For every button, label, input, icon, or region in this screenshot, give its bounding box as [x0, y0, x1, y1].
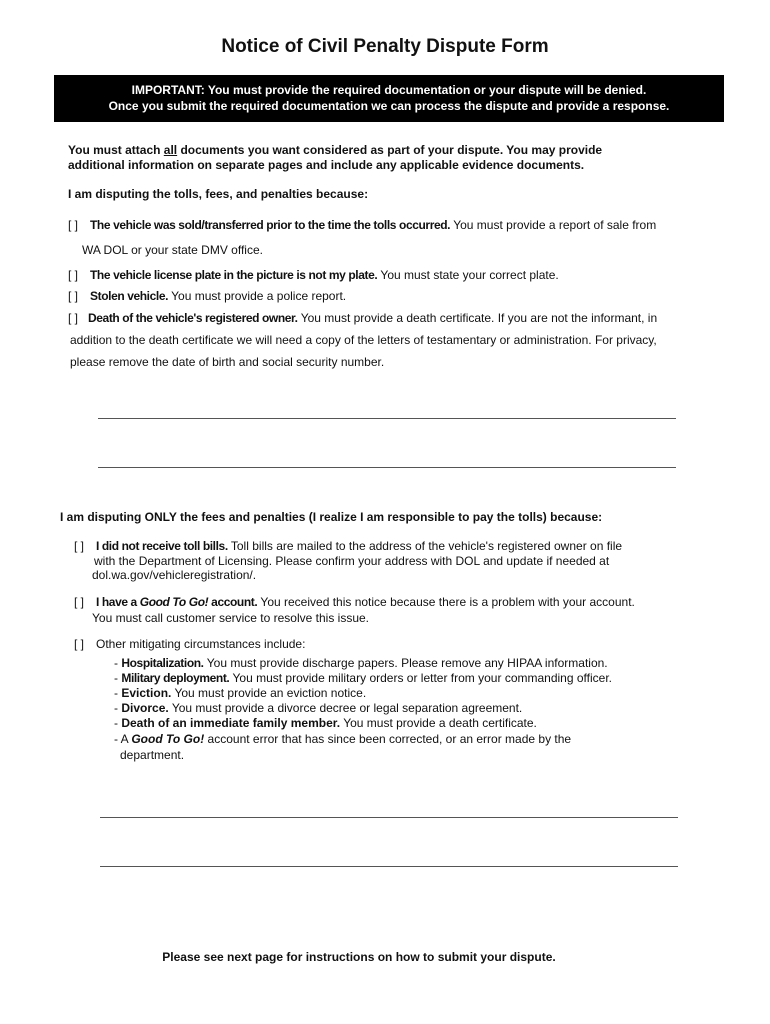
sub-eviction: - Eviction. You must provide an eviction notice.: [114, 686, 367, 700]
item-owner-death-cont-1: addition to the death certificate we will need a copy of the letters of testamentary or administration. For privacy,: [70, 333, 657, 347]
item-good-to-go-account-cont: You must call customer service to resolve this issue.: [92, 611, 370, 625]
footer-note: Please see next page for instructions on how to submit your dispute.: [162, 950, 556, 964]
page-title: Notice of Civil Penalty Dispute Form: [221, 36, 549, 57]
intro-line-1: You must attach all documents you want considered as part of your dispute. You may provide: [68, 143, 603, 157]
item-no-toll-bills: I did not receive toll bills. Toll bills are mailed to the address of the vehicle's registered owner on file: [96, 539, 623, 553]
item-sold-vehicle: The vehicle was sold/transferred prior to the time the tolls occurred. You must provide a report of sale from: [90, 218, 657, 232]
checkbox-good-to-go-account[interactable]: [ ]: [74, 595, 85, 609]
item-no-toll-bills-cont-1: with the Department of Licensing. Please confirm your address with DOL and update if needed at: [94, 554, 610, 568]
sub-account-error: - A Good To Go! account error that has since been corrected, or an error made by the: [114, 732, 572, 746]
banner-line-1: IMPORTANT: You must provide the required documentation or your dispute will be denied.: [131, 83, 647, 97]
section2-heading: I am disputing ONLY the fees and penalties (I realize I am responsible to pay the tolls) because:: [60, 510, 603, 524]
item-no-toll-bills-cont-2: dol.wa.gov/vehicleregistration/.: [92, 568, 257, 582]
checkbox-stolen-vehicle[interactable]: [ ]: [68, 289, 79, 303]
item-not-my-plate: The vehicle license plate in the picture is not my plate. You must state your correct plate.: [90, 268, 559, 282]
sub-family-death: - Death of an immediate family member. You must provide a death certificate.: [114, 716, 537, 730]
checkbox-no-toll-bills[interactable]: [ ]: [74, 539, 85, 553]
checkbox-not-my-plate[interactable]: [ ]: [68, 268, 79, 282]
answer-line-1[interactable]: [98, 418, 676, 419]
item-owner-death-cont-2: please remove the date of birth and social security number.: [70, 355, 385, 369]
intro-line-2: additional information on separate pages and include any applicable evidence documents.: [68, 158, 585, 172]
important-banner: [54, 75, 724, 122]
sub-military-deployment: - Military deployment. You must provide military orders or letter from your commanding officer.: [114, 671, 612, 685]
item-other-circumstances: Other mitigating circumstances include:: [96, 637, 306, 651]
checkbox-sold-vehicle[interactable]: [ ]: [68, 218, 79, 232]
item-sold-vehicle-cont: WA DOL or your state DMV office.: [82, 243, 263, 257]
sub-divorce: - Divorce. You must provide a divorce decree or legal separation agreement.: [114, 701, 523, 715]
item-stolen-vehicle: Stolen vehicle. You must provide a police report.: [90, 289, 347, 303]
answer-line-2[interactable]: [98, 467, 676, 468]
banner-line-2: Once you submit the required documentation we can process the dispute and provide a response.: [108, 98, 670, 113]
item-owner-death: Death of the vehicle's registered owner. You must provide a death certificate. If you are not the informant, in: [88, 311, 658, 325]
answer-line-4[interactable]: [100, 866, 678, 867]
item-good-to-go-account: I have a Good To Go! account. You received this notice because there is a problem with your account.: [96, 595, 635, 609]
section1-heading: I am disputing the tolls, fees, and penalties because:: [68, 187, 369, 201]
sub-hospitalization: - Hospitalization. You must provide discharge papers. Please remove any HIPAA information.: [114, 656, 608, 670]
answer-line-3[interactable]: [100, 817, 678, 818]
checkbox-other-circumstances[interactable]: [ ]: [74, 637, 85, 651]
sub-account-error-cont: department.: [120, 748, 185, 762]
checkbox-owner-death[interactable]: [ ]: [68, 311, 79, 325]
